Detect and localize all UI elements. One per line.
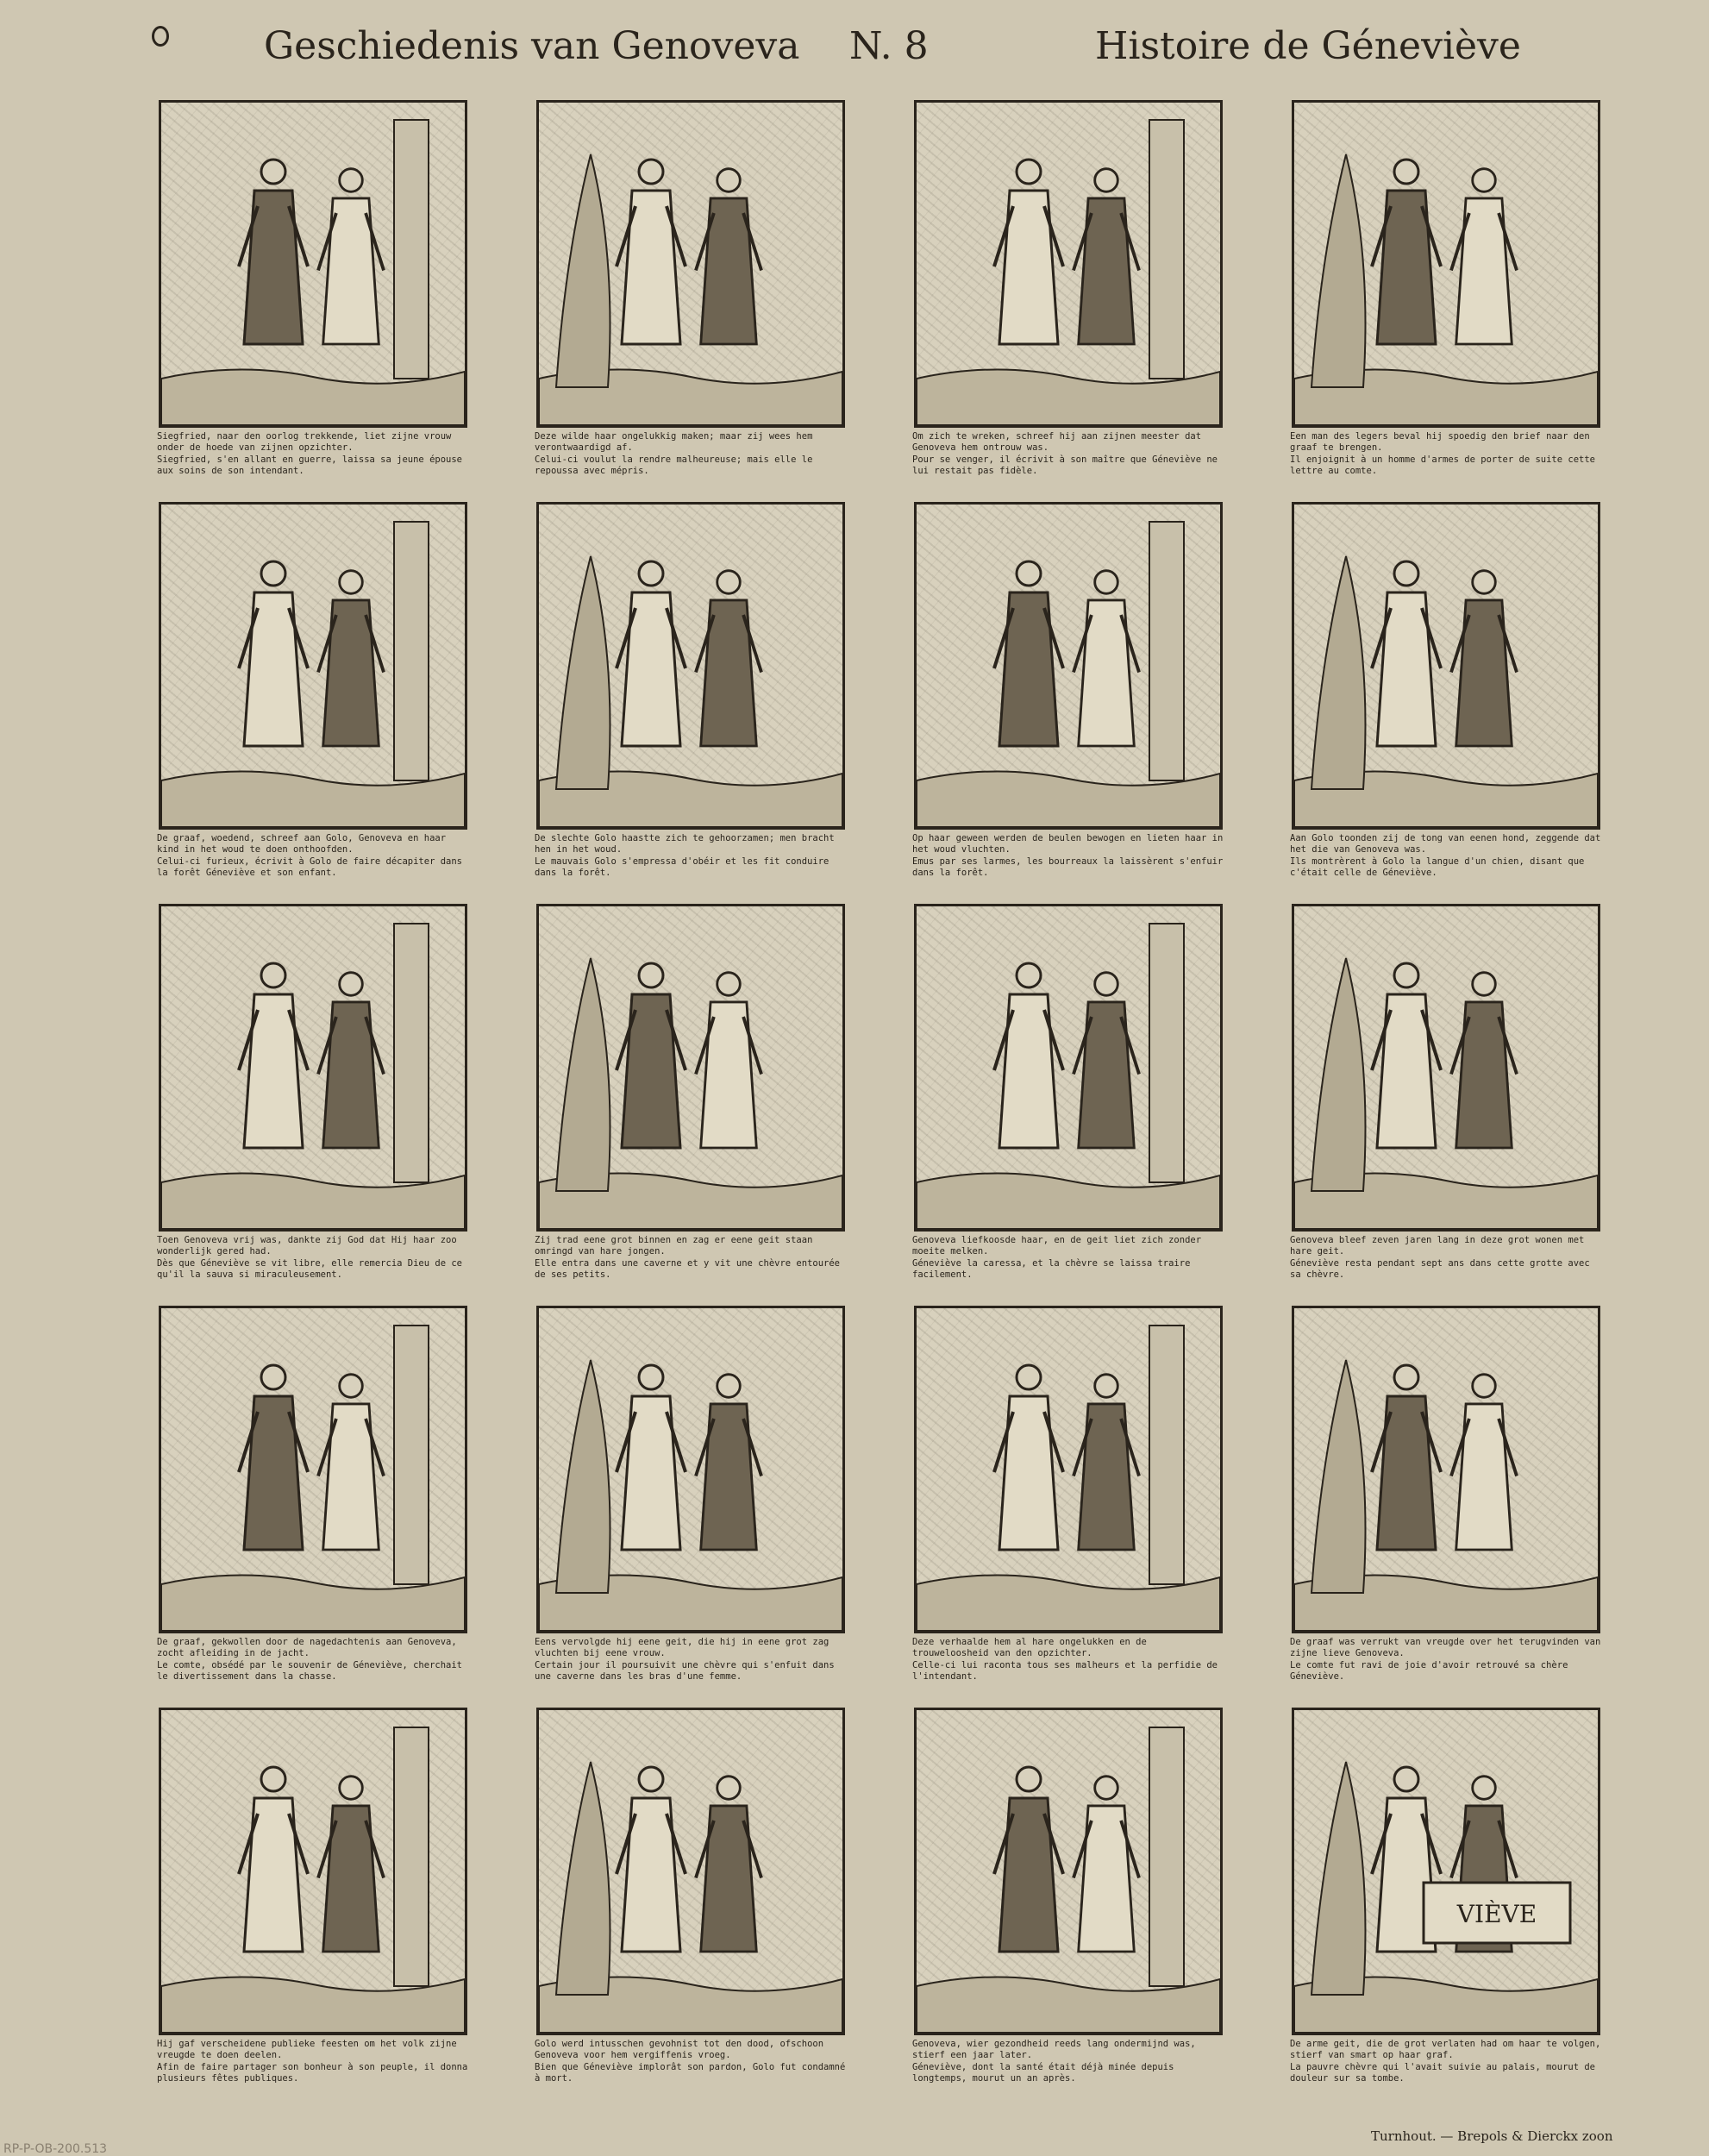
woodcut-engraving — [1294, 906, 1598, 1229]
caption-french: La pauvre chèvre qui l'avait suivie au palais, mourut de douleur sur sa tombe. — [1290, 2062, 1596, 2084]
panel-caption — [1290, 431, 1604, 476]
panel-illustration — [914, 1306, 1223, 1633]
panel-illustration — [536, 1306, 845, 1633]
caption-french: Il enjoignit à un homme d'armes de porter de suite cette lettre au comte. — [1290, 454, 1596, 476]
panel-illustration — [536, 100, 845, 428]
panel-caption — [912, 1637, 1226, 1682]
woodcut-engraving — [1294, 1710, 1598, 2033]
woodcut-engraving — [539, 906, 842, 1229]
panel-4 — [1288, 97, 1604, 498]
panel-illustration — [536, 904, 845, 1232]
woodcut-engraving — [917, 1308, 1220, 1631]
panel-illustration — [914, 904, 1223, 1232]
figure — [1372, 963, 1441, 1148]
caption-french: Le comte, obsédé par le souvenir de Géneviève, cherchait le divertissement dans la chasse. — [157, 1660, 463, 1682]
figure — [617, 160, 685, 344]
caption-french: Celui-ci furieux, écrivit à Golo de faire décapiter dans la forêt Géneviève et son enfant. — [157, 856, 463, 878]
panel-18 — [533, 1704, 848, 2106]
caption-dutch: De graaf, woedend, schreef aan Golo, Genoveva en haar kind in het woud te doen onthoofden. — [157, 833, 447, 855]
caption-french: Siegfried, s'en allant en guerre, laissa sa jeune épouse aux soins de son intendant. — [157, 454, 463, 476]
caption-dutch: Aan Golo toonden zij de tong van eenen hond, zeggende dat het die van Genoveva was. — [1290, 833, 1601, 855]
panel-caption — [157, 1637, 471, 1682]
panel-17 — [155, 1704, 471, 2106]
figure — [239, 561, 308, 746]
figure — [1372, 561, 1441, 746]
panel-1 — [155, 97, 471, 498]
panel-illustration — [159, 904, 467, 1232]
panel-16 — [1288, 1302, 1604, 1704]
panel-caption — [912, 833, 1226, 878]
figure — [318, 169, 384, 344]
figure — [318, 1375, 384, 1550]
caption-dutch: De graaf was verrukt van vreugde over het terugvinden van zijne lieve Genoveva. — [1290, 1637, 1601, 1658]
tomb-inscription: VIÈVE — [1456, 1900, 1537, 1928]
figure — [1451, 169, 1517, 344]
figure — [1074, 1375, 1139, 1550]
woodcut-engraving — [539, 1308, 842, 1631]
figure — [239, 963, 308, 1148]
caption-french: Le comte fut ravi de joie d'avoir retrouvé sa chère Géneviève. — [1290, 1660, 1568, 1682]
caption-dutch: Hij gaf verscheidene publieke feesten om het volk zijne vreugde te doen deelen. — [157, 2039, 457, 2060]
caption-dutch: Zij trad eene grot binnen en zag er eene geit staan omringd van hare jongen. — [535, 1235, 813, 1257]
panel-9 — [155, 900, 471, 1302]
caption-french: Géneviève, dont la santé était déjà minée depuis longtemps, mourut un an après. — [912, 2062, 1174, 2084]
figure — [994, 1767, 1063, 1952]
panel-caption — [1290, 2039, 1604, 2084]
panel-13 — [155, 1302, 471, 1704]
panel-caption — [535, 2039, 848, 2084]
inventory-number: RP-P-OB-200.513 — [3, 2142, 108, 2156]
panel-illustration — [1292, 904, 1600, 1232]
figure — [1451, 1375, 1517, 1550]
caption-french: Emus par ses larmes, les bourreaux la laissèrent s'enfuir dans la forêt. — [912, 856, 1224, 878]
panel-12 — [1288, 900, 1604, 1302]
figure — [1074, 973, 1139, 1148]
panel-caption — [157, 1235, 471, 1280]
caption-dutch: Genoveva bleef zeven jaren lang in deze grot wonen met hare geit. — [1290, 1235, 1585, 1257]
caption-dutch: Eens vervolgde hij eene geit, die hij in eene grot zag vluchten bij eene vrouw. — [535, 1637, 829, 1658]
figure — [239, 1365, 308, 1550]
panel-caption — [535, 833, 848, 878]
panel-illustration — [1292, 502, 1600, 830]
panel-caption — [912, 2039, 1226, 2084]
panel-illustration — [1292, 1708, 1600, 2035]
woodcut-engraving — [917, 1710, 1220, 2033]
panel-caption — [1290, 1235, 1604, 1280]
panel-7 — [911, 498, 1226, 900]
figure — [994, 160, 1063, 344]
panel-caption — [1290, 833, 1604, 878]
caption-french: Ils montrèrent à Golo la langue d'un chien, disant que c'était celle de Géneviève. — [1290, 856, 1585, 878]
figure — [617, 963, 685, 1148]
figure — [318, 973, 384, 1148]
caption-dutch: Genoveva liefkoosde haar, en de geit liet zich zonder moeite melken. — [912, 1235, 1202, 1257]
figure — [1372, 160, 1441, 344]
woodcut-engraving — [917, 103, 1220, 425]
panel-10 — [533, 900, 848, 1302]
panel-5 — [155, 498, 471, 900]
caption-french: Géneviève la caressa, et la chèvre se laissa traire facilement. — [912, 1258, 1191, 1280]
woodcut-engraving — [161, 906, 465, 1229]
caption-french: Elle entra dans une caverne et y vit une chèvre entourée de ses petits. — [535, 1258, 841, 1280]
woodcut-engraving — [161, 1710, 465, 2033]
woodcut-engraving — [161, 103, 465, 425]
panel-caption — [1290, 1637, 1604, 1682]
panel-2 — [533, 97, 848, 498]
figure — [994, 561, 1063, 746]
figure — [1074, 571, 1139, 746]
caption-dutch: Op haar geween werden de beulen bewogen en lieten haar in het woud vluchten. — [912, 833, 1224, 855]
figure — [1451, 571, 1517, 746]
panel-6 — [533, 498, 848, 900]
caption-dutch: De slechte Golo haastte zich te gehoorzamen; men bracht hen in het woud. — [535, 833, 835, 855]
panel-caption — [912, 431, 1226, 476]
figure — [617, 1365, 685, 1550]
figure — [696, 571, 761, 746]
panel-caption — [535, 1235, 848, 1280]
caption-dutch: Toen Genoveva vrij was, dankte zij God dat Hij haar zoo wonderlijk gered had. — [157, 1235, 457, 1257]
figure — [1074, 1777, 1139, 1952]
panel-illustration — [914, 502, 1223, 830]
figure — [994, 1365, 1063, 1550]
panel-illustration — [159, 100, 467, 428]
caption-dutch: Om zich te wreken, schreef hij aan zijnen meester dat Genoveva hem ontrouw was. — [912, 431, 1202, 453]
figure — [696, 1777, 761, 1952]
figure — [696, 973, 761, 1148]
woodcut-engraving — [539, 103, 842, 425]
panel-20 — [1288, 1704, 1604, 2106]
panel-illustration — [159, 1306, 467, 1633]
panel-caption — [157, 833, 471, 878]
panel-19 — [911, 1704, 1226, 2106]
figure — [239, 1767, 308, 1952]
panel-illustration — [536, 502, 845, 830]
panel-14 — [533, 1302, 848, 1704]
woodcut-engraving — [539, 1710, 842, 2033]
caption-french: Celle-ci lui raconta tous ses malheurs et la perfidie de l'intendant. — [912, 1660, 1218, 1682]
caption-dutch: Een man des legers beval hij spoedig den brief naar den graaf te brengen. — [1290, 431, 1590, 453]
panel-grid — [155, 97, 1604, 2106]
panel-15 — [911, 1302, 1226, 1704]
figure — [994, 963, 1063, 1148]
panel-illustration — [1292, 1306, 1600, 1633]
title-dutch: Geschiedenis van Genoveva — [264, 24, 800, 68]
woodcut-engraving — [161, 1308, 465, 1631]
figure — [1074, 169, 1139, 344]
panel-caption — [157, 2039, 471, 2084]
caption-french: Bien que Géneviève implorât son pardon, Golo fut condamné à mort. — [535, 2062, 846, 2084]
panel-11 — [911, 900, 1226, 1302]
figure — [318, 1777, 384, 1952]
caption-french: Pour se venger, il écrivit à son maître que Géneviève ne lui restait pas fidèle. — [912, 454, 1218, 476]
panel-caption — [912, 1235, 1226, 1280]
panel-3 — [911, 97, 1226, 498]
figure — [1451, 973, 1517, 1148]
title-french: Histoire de Géneviève — [1095, 24, 1521, 68]
figure — [617, 561, 685, 746]
figure — [239, 160, 308, 344]
caption-french: Le mauvais Golo s'empressa d'obéir et les fit conduire dans la forêt. — [535, 856, 829, 878]
caption-french: Géneviève resta pendant sept ans dans cette grotte avec sa chèvre. — [1290, 1258, 1590, 1280]
caption-dutch: Golo werd intusschen gevohnist tot den dood, ofschoon Genoveva voor hem vergiffenis vroeg. — [535, 2039, 824, 2060]
panel-8 — [1288, 498, 1604, 900]
caption-french: Dès que Géneviève se vit libre, elle remercia Dieu de ce qu'il la sauva si miraculeusement. — [157, 1258, 463, 1280]
sheet-number: N. 8 — [849, 24, 929, 68]
panel-illustration — [159, 502, 467, 830]
panel-illustration — [159, 1708, 467, 2035]
caption-french: Certain jour il poursuivit une chèvre qui s'enfuit dans une caverne dans les bras d'une femme. — [535, 1660, 835, 1682]
figure — [696, 1375, 761, 1550]
header — [0, 24, 1709, 86]
woodcut-engraving — [917, 906, 1220, 1229]
panel-caption — [535, 431, 848, 476]
caption-french: Celui-ci voulut la rendre malheureuse; mais elle le repoussa avec mépris. — [535, 454, 813, 476]
figure — [617, 1767, 685, 1952]
panel-illustration — [914, 100, 1223, 428]
panel-illustration — [914, 1708, 1223, 2035]
caption-dutch: De graaf, gekwollen door de nagedachtenis aan Genoveva, zocht afleiding in de jacht. — [157, 1637, 457, 1658]
figure — [318, 571, 384, 746]
woodcut-engraving — [1294, 1308, 1598, 1631]
woodcut-engraving — [1294, 505, 1598, 827]
imprint: Turnhout. — Brepols & Dierckx zoon — [1371, 2128, 1613, 2144]
woodcut-engraving — [917, 505, 1220, 827]
caption-french: Afin de faire partager son bonheur à son peuple, il donna plusieurs fêtes publiques. — [157, 2062, 468, 2084]
panel-caption — [157, 431, 471, 476]
woodcut-engraving — [539, 505, 842, 827]
woodcut-engraving — [1294, 103, 1598, 425]
panel-illustration — [536, 1708, 845, 2035]
woodcut-engraving — [161, 505, 465, 827]
caption-dutch: Genoveva, wier gezondheid reeds lang ondermijnd was, stierf een jaar later. — [912, 2039, 1196, 2060]
caption-dutch: De arme geit, die de grot verlaten had om haar te volgen, stierf van smart op haar graf. — [1290, 2039, 1601, 2060]
panel-illustration — [1292, 100, 1600, 428]
figure — [1372, 1365, 1441, 1550]
caption-dutch: Siegfried, naar den oorlog trekkende, liet zijne vrouw onder de hoede van zijnen opzichter. — [157, 431, 452, 453]
panel-caption — [535, 1637, 848, 1682]
figure — [696, 169, 761, 344]
caption-dutch: Deze wilde haar ongelukkig maken; maar zij wees hem verontwaardigd af. — [535, 431, 813, 453]
caption-dutch: Deze verhaalde hem al hare ongelukken en de trouweloosheid van den opzichter. — [912, 1637, 1147, 1658]
